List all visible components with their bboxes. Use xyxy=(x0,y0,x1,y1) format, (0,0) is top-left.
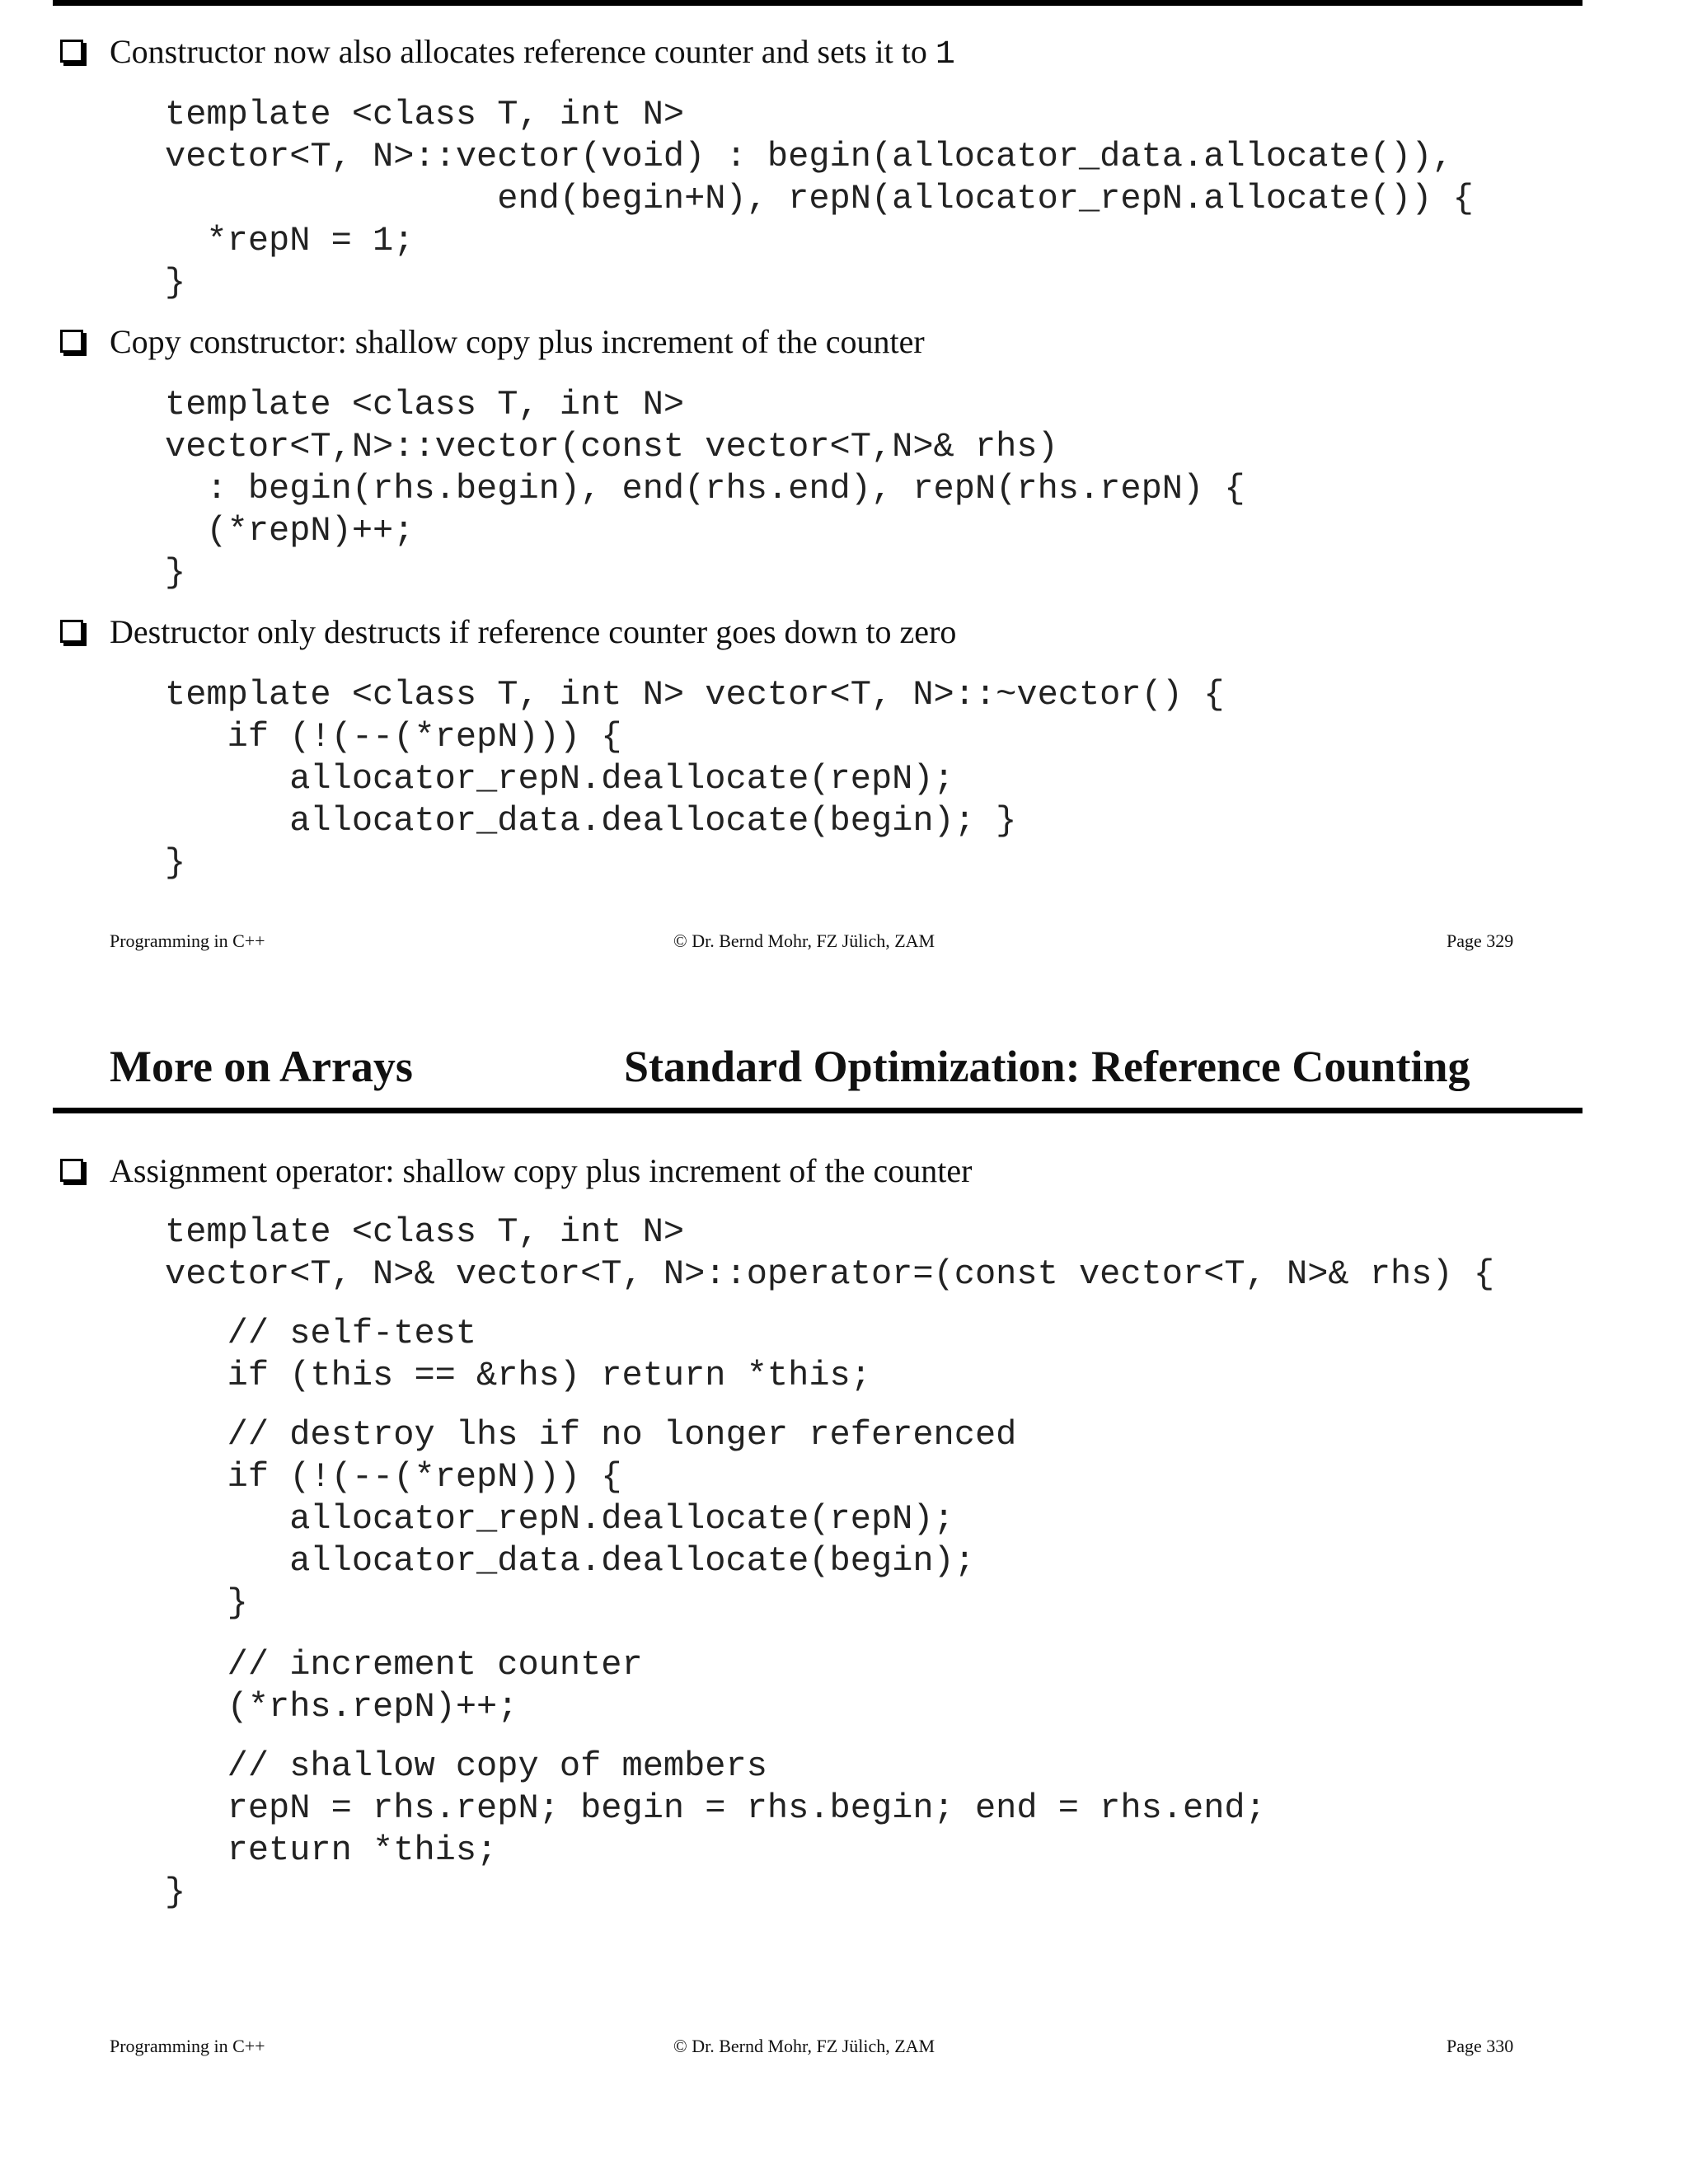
footer-left: Programming in C++ xyxy=(110,930,265,951)
code-block-operator-signature: template <class T, int N> vector<T, N>& vector<T, N>::operator=(const vector<T, N>& rhs) { xyxy=(165,1212,1495,1294)
footer-left: Programming in C++ xyxy=(110,2036,265,2056)
code-block-destroy-lhs: // destroy lhs if no longer referenced if (!(--(*repN))) { allocator_repN.deallocate(repN); allocator_data.deallocate(begin); } xyxy=(227,1415,1017,1623)
checkbox-bullet-icon xyxy=(60,40,83,63)
checkbox-bullet-icon xyxy=(60,1159,83,1182)
bullet-assignment-operator xyxy=(110,1151,972,1192)
page-title-left: More on Arrays xyxy=(110,1042,413,1091)
code-block-shallow-copy: // shallow copy of members repN = rhs.repN; begin = rhs.begin; end = rhs.end; return *this; } xyxy=(165,1746,1266,1912)
footer-center: © Dr. Bernd Mohr, FZ Jülich, ZAM xyxy=(673,2036,935,2056)
page-title-right: Standard Optimization: Reference Counting xyxy=(624,1042,1470,1091)
footer-page-number: Page 329 xyxy=(1447,930,1514,951)
bullet-constructor xyxy=(110,31,955,76)
code-block-constructor: template <class T, int N> vector<T, N>::vector(void) : begin(allocator_data.allocate()), end(begin+N), repN(allocator_repN.allocate()) { *repN = 1; } xyxy=(165,95,1474,302)
top-rule xyxy=(53,0,1582,6)
code-block-destructor: template <class T, int N> vector<T, N>::~vector() { if (!(--(*repN))) { allocator_repN.deallocate(repN); allocator_data.deallocate(begin); } } xyxy=(165,675,1225,883)
bullet-inline-code: 1 xyxy=(935,36,955,73)
code-block-self-test: // self-test if (this == &rhs) return *this; xyxy=(227,1314,871,1395)
bullet-text: Assignment operator: shallow copy plus increment of the counter xyxy=(110,1152,973,1189)
checkbox-bullet-icon xyxy=(60,330,83,353)
checkbox-bullet-icon xyxy=(60,620,83,643)
title-rule xyxy=(53,1108,1582,1113)
bullet-destructor xyxy=(110,612,956,653)
footer-center: © Dr. Bernd Mohr, FZ Jülich, ZAM xyxy=(673,930,935,951)
footer-page-number: Page 330 xyxy=(1447,2036,1514,2056)
bullet-copy-constructor xyxy=(110,321,925,363)
code-block-increment-counter: // increment counter (*rhs.repN)++; xyxy=(227,1645,643,1727)
bullet-text: Copy constructor: shallow copy plus increment of the counter xyxy=(110,323,925,360)
bullet-text: Constructor now also allocates reference counter and sets it to xyxy=(110,33,935,70)
bullet-text: Destructor only destructs if reference counter goes down to zero xyxy=(110,613,957,650)
code-block-copy-constructor: template <class T, int N> vector<T,N>::vector(const vector<T,N>& rhs) : begin(rhs.begin), end(rhs.end), repN(rhs.repN) { (*repN)++; } xyxy=(165,385,1245,593)
